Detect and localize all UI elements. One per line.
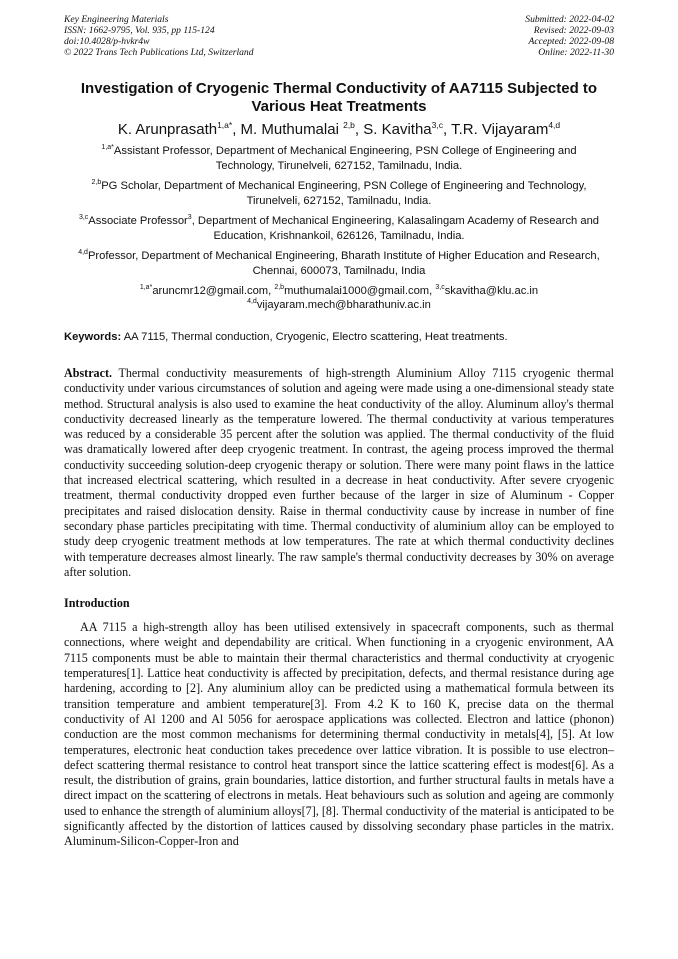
author-name: M. Muthumalai: [240, 121, 339, 138]
keywords: [64, 330, 614, 344]
affiliation-sup: 3,c: [78, 214, 89, 221]
author-name: S. Kavitha: [363, 121, 432, 138]
date-revised: Revised: 2022-09-03: [533, 25, 614, 36]
email-sup: 1,a*: [139, 284, 153, 291]
affiliation-text: Professor, Department of Mechanical Engineering, Bharath Institute of Higher Education and Research, Chennai, 600073, Tamilnadu, India: [87, 250, 600, 277]
author-sup: 2,b: [343, 120, 355, 130]
affiliation-text: PG Scholar, Department of Mechanical Engineering, PSN College of Engineering and Technology, Tirunelveli, 627152, Tamilnadu, India.: [101, 180, 587, 207]
email-address[interactable]: aruncmr12@gmail.com: [152, 285, 269, 297]
author-name: T.R. Vijayaram: [451, 121, 549, 138]
email-sep: ,: [429, 285, 436, 297]
author-sup: 1,a*: [217, 120, 233, 130]
keywords-label: Keywords:: [64, 331, 122, 343]
journal-doi[interactable]: doi:10.4028/p-hvkr4w: [64, 36, 150, 47]
affiliation-text: Assistant Professor, Department of Mechanical Engineering, PSN College of Engineering and Technology, Tirunelveli, 627152, Tamilnadu, India.: [113, 145, 577, 172]
affiliation: [64, 179, 614, 209]
keywords-text: AA 7115, Thermal conduction, Cryogenic, Electro scattering, Heat treatments.: [123, 331, 508, 343]
author-emails: [64, 284, 614, 312]
email-sup: 4,d: [247, 298, 257, 305]
email-sep: ,: [268, 285, 275, 297]
affiliation-sup: 2,b: [91, 179, 102, 186]
paper-title: Investigation of Cryogenic Thermal Conductivity of AA7115 Subjected to Various Heat Treatments: [80, 80, 598, 115]
journal-info: [64, 14, 254, 58]
affiliation: [64, 249, 614, 279]
email-address[interactable]: skavitha@klu.ac.in: [444, 285, 539, 297]
author-list: K. Arunprasath$^{1,a*}$, M. Muthumalai $^{2,b}$, S. Kavitha$^{3,c}$, T.R. Vijayaram$^{4,d}$: [117, 120, 561, 138]
email-sup: 3,c: [435, 284, 445, 291]
affiliation-sup: 1,a*: [101, 144, 114, 151]
date-accepted: Accepted: 2022-09-08: [528, 36, 614, 47]
section-heading: Introduction: [64, 596, 130, 611]
author-sup: 4,d: [548, 120, 561, 130]
journal-header: [64, 14, 614, 58]
email-line: [64, 298, 614, 312]
affiliation-sup: 4,d: [78, 249, 88, 256]
email-sup: 2,b: [274, 284, 285, 291]
affiliation: [64, 214, 614, 244]
journal-name: Key Engineering Materials: [64, 14, 169, 25]
intro-paragraph: AA 7115 a high-strength alloy has been utilised extensively in spacecraft components, such as thermal connections, where weight and dependability are critical. When functioning in a cryogenic environment, AA 7115 components must be able to maintain their thermal characteristics and thermal conductivity at cryogenic temperatures[1]. Lattice heat conductivity is affected by precipitation, defects, and thermal resistance during age hardening, according to [2]. Any aluminium alloy can be predicted using a mathematical formula between its transition temperature and ambient temperature[3]. From 4.2 K to 160 K, precise data on the thermal conductivity of Al 1200 and Al 5056 for aerospace applications was collected. Electron and lattice (phonon) conduction are the most common mechanisms for determining thermal conductivity in metals[4], [5]. At low temperatures, electronic heat conduction takes precedence over lattice vibration. It is possible to use electron–defect scattering thermal resistance to control heat transport since the lattice scattering effect is modest[6]. As a result, the distribution of grains, grain boundaries, lattice distortion, and further structural faults in metals have a direct impact on the scattering of electrons in metals. Heat behaviours such as solution and ageing are commonly used to enhance the strength of aluminium alloys[7], [8]. Thermal conductivity of the material is anticipated to be significantly affected by the distortion of lattices caused by dissolving secondary phase particles in the matrix. Aluminum-Silicon-Copper-Iron and: [64, 620, 614, 849]
affiliation: [64, 144, 614, 174]
abstract-text: Thermal conductivity measurements of high-strength Aluminium Alloy 7115 cryogenic thermal conductivity under various circumstances of solution and ageing were made using a one-dimensional steady state method. Structural analysis is also used to examine the heat conductivity of the alloy. Aluminum alloy's thermal conductivity decreased linearly as the temperature lowered. The thermal conductivity at various temperatures was reduced by a considerable 35 percent after the solution was applied. The thermal conductivity of the fluid was dramatically lowered after deep cryogenic treatment. In contrast, the ageing process improved the thermal conductivity succeeding solution-deep cryogenic therapy or solution. There were many point flaws in the lattice that increased electrical scattering, which resulted in a decrease in heat conductivity. After severe cryogenic treatment, thermal conductivity dropped even further because of the larger in size of Aluminum - Copper precipitates and raised dislocation density. Raise in thermal conductivity cause by increase in number of fine secondary phase particles precipitating with time. Thermal conductivity of aluminium alloy can be employed to study deep cryogenic treatment methods at low temperatures. The rate at which thermal conductivity declines with temperature decreases almost linearly. The raw sample's thermal conductivity decreases by 30% on average after solution.: [64, 366, 614, 579]
email-line: [64, 284, 614, 298]
affiliation-text-pre: Associate Professor: [88, 215, 188, 227]
email-address[interactable]: muthumalai1000@gmail.com: [284, 285, 430, 297]
publication-dates: [525, 14, 614, 58]
journal-issn: ISSN: 1662-9795, Vol. 935, pp 115-124: [64, 25, 215, 36]
affiliation-inner-sup: 3: [187, 214, 192, 221]
date-submitted: Submitted: 2022-04-02: [525, 14, 614, 25]
affiliation-text: , Department of Mechanical Engineering, Kalasalingam Academy of Research and Education, Krishnankoil, 626126, Tamilnadu, India.: [191, 215, 600, 242]
journal-copyright: © 2022 Trans Tech Publications Ltd, Switzerland: [64, 47, 254, 58]
author-name: K. Arunprasath: [117, 121, 218, 138]
date-online: Online: 2022-11-30: [538, 47, 614, 58]
email-address[interactable]: vijayaram.mech@bharathuniv.ac.in: [256, 299, 431, 311]
author-sup: 3,c: [431, 120, 443, 130]
abstract-label: Abstract.: [64, 366, 113, 380]
abstract: [64, 366, 614, 580]
